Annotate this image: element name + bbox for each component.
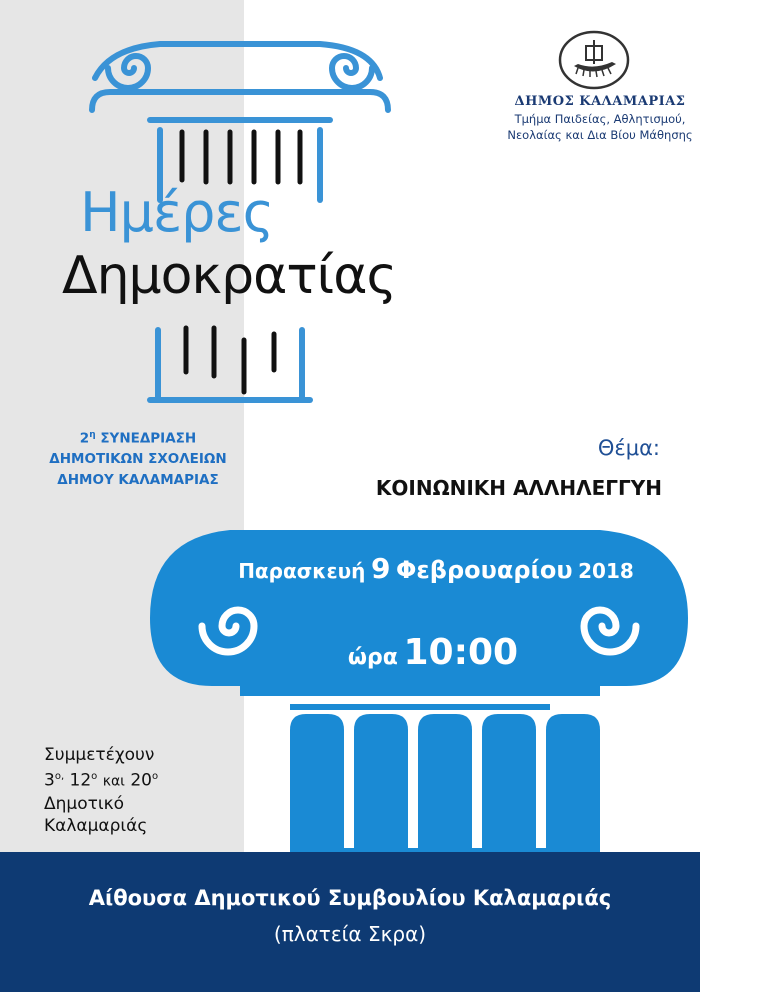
municipality-name: ΔΗΜΟΣ ΚΑΛΑΜΑΡΙΑΣ — [514, 94, 686, 109]
title-line-2: Δημοκρατίας — [62, 246, 397, 306]
theme-value: ΚΟΙΝΩΝΙΚΗ ΑΛΛΗΛΕΓΓΥΗ — [375, 476, 662, 500]
department-line-2: Νεολαίας και Δια Βίου Μάθησης — [507, 128, 693, 142]
session-number-suffix: η — [89, 430, 96, 440]
conjunction: και — [102, 773, 125, 790]
event-day: 9 — [370, 552, 391, 585]
event-time — [260, 632, 606, 673]
participants-line-4: Καλαμαριάς — [44, 815, 148, 836]
participants-line-2 — [44, 766, 158, 793]
event-month: Φεβρουαρίου — [396, 556, 573, 584]
time-value: 10:00 — [403, 632, 519, 673]
theme-label: Θέμα: — [597, 436, 660, 460]
column-neck — [290, 704, 550, 710]
session-line-3: ΔΗΜΟΥ ΚΑΛΑΜΑΡΙΑΣ — [57, 472, 219, 488]
department-line-1: Τμήμα Παιδείας, Αθλητισμού, — [514, 112, 686, 126]
school-number-1: 3 — [44, 770, 55, 791]
session-line-2: ΔΗΜΟΤΙΚΩΝ ΣΧΟΛΕΙΩΝ — [49, 451, 227, 467]
school-number-3: 20 — [130, 770, 152, 791]
school-suffix-2: ο — [91, 771, 98, 782]
session-number: 2 — [79, 430, 90, 447]
event-weekday: Παρασκευή — [238, 559, 366, 583]
title-line-1: Ημέρες — [80, 181, 274, 244]
ship-emblem-icon — [556, 28, 632, 92]
participants-line-3: Δημοτικό — [44, 793, 125, 814]
participants-line-1: Συμμετέχουν — [44, 745, 155, 765]
school-suffix-3: ο — [151, 771, 159, 782]
event-year: 2018 — [578, 559, 634, 583]
participants-block — [44, 744, 158, 837]
school-suffix-1: ο, — [54, 771, 65, 782]
event-date — [180, 552, 692, 585]
session-label: ΣΥΝΕΔΡΙΑΣΗ — [95, 430, 197, 447]
venue-name: Αίθουσα Δημοτικού Συμβουλίου Καλαμαριάς — [88, 886, 612, 910]
session-line-1 — [0, 430, 276, 447]
venue-location: (πλατεία Σκρα) — [273, 922, 427, 946]
time-prefix: ώρα — [347, 645, 398, 670]
column-flutes — [290, 714, 600, 852]
school-number-2: 12 — [69, 770, 92, 791]
